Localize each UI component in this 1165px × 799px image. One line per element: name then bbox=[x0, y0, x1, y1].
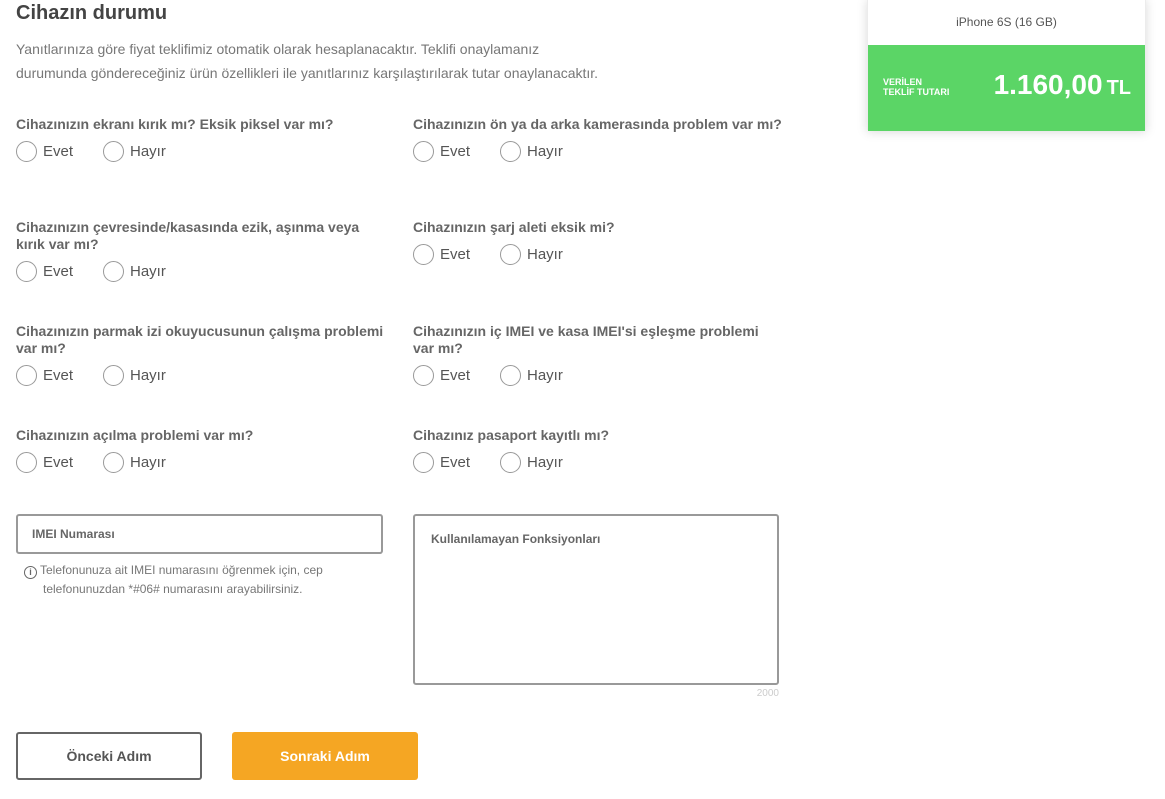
offer-amount-value: 1.160,00 bbox=[993, 69, 1103, 100]
option-label: Hayır bbox=[130, 367, 166, 384]
radio-button[interactable] bbox=[500, 141, 521, 162]
radio-button[interactable] bbox=[103, 452, 124, 473]
option-label: Hayır bbox=[527, 246, 563, 263]
question-power-on-problem bbox=[16, 427, 386, 473]
option-label: Evet bbox=[43, 263, 74, 280]
option-label: Hayır bbox=[527, 143, 563, 160]
question-label: Cihazınızın parmak izi okuyucusunun çalışma problemi var mı? bbox=[16, 323, 384, 356]
radio-button[interactable] bbox=[500, 452, 521, 473]
option-yes[interactable] bbox=[413, 141, 488, 162]
radio-button[interactable] bbox=[500, 365, 521, 386]
option-yes[interactable] bbox=[16, 141, 91, 162]
option-yes[interactable] bbox=[16, 365, 91, 386]
radio-button[interactable] bbox=[16, 452, 37, 473]
option-label: Hayır bbox=[130, 263, 166, 280]
question-label: Cihazınız pasaport kayıtlı mı? bbox=[413, 427, 610, 443]
radio-button[interactable] bbox=[16, 365, 37, 386]
answer-options bbox=[413, 141, 783, 162]
question-label: Cihazınızın açılma problemi var mı? bbox=[16, 427, 254, 443]
imei-hint bbox=[24, 561, 354, 599]
offer-band bbox=[868, 45, 1145, 131]
option-label: Evet bbox=[43, 367, 74, 384]
radio-button[interactable] bbox=[16, 261, 37, 282]
radio-button[interactable] bbox=[413, 141, 434, 162]
option-yes[interactable] bbox=[16, 261, 91, 282]
answer-options bbox=[16, 141, 386, 162]
radio-button[interactable] bbox=[413, 365, 434, 386]
description-line-1: Yanıtlarınıza göre fiyat teklifimiz otomatik olarak hesaplanacaktır. Teklifi onaylamanız bbox=[16, 41, 540, 57]
radio-button[interactable] bbox=[103, 365, 124, 386]
question-label: Cihazınızın iç IMEI ve kasa IMEI'si eşleşme problemi var mı? bbox=[413, 323, 759, 356]
option-no[interactable] bbox=[500, 452, 575, 473]
answer-options bbox=[16, 365, 386, 386]
option-no[interactable] bbox=[500, 244, 575, 265]
option-yes[interactable] bbox=[413, 452, 488, 473]
imei-input[interactable] bbox=[16, 514, 383, 554]
option-label: Evet bbox=[440, 367, 471, 384]
answer-options bbox=[413, 365, 783, 386]
option-no[interactable] bbox=[103, 261, 178, 282]
answer-options bbox=[413, 452, 783, 473]
option-yes[interactable] bbox=[413, 365, 488, 386]
offer-label bbox=[883, 77, 949, 97]
option-yes[interactable] bbox=[16, 452, 91, 473]
question-label: Cihazınızın ekranı kırık mı? Eksik piksel var mı? bbox=[16, 116, 334, 132]
option-no[interactable] bbox=[103, 452, 178, 473]
answer-options bbox=[16, 452, 386, 473]
radio-button[interactable] bbox=[413, 244, 434, 265]
device-name: iPhone 6S (16 GB) bbox=[956, 15, 1057, 29]
question-screen-broken bbox=[16, 116, 386, 162]
option-label: Hayır bbox=[130, 454, 166, 471]
answer-options bbox=[16, 261, 386, 282]
radio-button[interactable] bbox=[500, 244, 521, 265]
radio-button[interactable] bbox=[103, 261, 124, 282]
option-label: Evet bbox=[43, 454, 74, 471]
question-imei-mismatch bbox=[413, 323, 783, 386]
offer-summary-card bbox=[867, 0, 1146, 130]
question-body-damage bbox=[16, 219, 386, 282]
offer-currency: TL bbox=[1106, 77, 1131, 99]
question-charger-missing bbox=[413, 219, 783, 265]
option-label: Hayır bbox=[130, 143, 166, 160]
option-no[interactable] bbox=[103, 141, 178, 162]
offer-label-line-1: VERİLEN bbox=[883, 77, 923, 87]
page-description bbox=[16, 37, 676, 85]
option-no[interactable] bbox=[500, 141, 575, 162]
page-title: Cihazın durumu bbox=[16, 2, 168, 24]
option-label: Evet bbox=[440, 246, 471, 263]
question-label: Cihazınızın şarj aleti eksik mi? bbox=[413, 219, 615, 235]
question-passport-registered bbox=[413, 427, 783, 473]
info-icon: i bbox=[24, 566, 37, 579]
option-yes[interactable] bbox=[413, 244, 488, 265]
char-counter: 2000 bbox=[756, 688, 779, 699]
radio-button[interactable] bbox=[103, 141, 124, 162]
offer-amount bbox=[994, 69, 1131, 104]
next-step-button[interactable]: Sonraki Adım bbox=[232, 732, 418, 780]
option-no[interactable] bbox=[500, 365, 575, 386]
option-label: Hayır bbox=[527, 454, 563, 471]
radio-button[interactable] bbox=[413, 452, 434, 473]
option-label: Evet bbox=[43, 143, 74, 160]
answer-options bbox=[413, 244, 783, 265]
question-camera-problem bbox=[413, 116, 783, 162]
radio-button[interactable] bbox=[16, 141, 37, 162]
unusable-functions-textarea[interactable] bbox=[413, 514, 779, 685]
question-label: Cihazınızın çevresinde/kasasında ezik, aşınma veya kırık var mı? bbox=[16, 219, 360, 252]
option-label: Evet bbox=[440, 143, 471, 160]
question-fingerprint-problem bbox=[16, 323, 386, 386]
imei-hint-line-2: telefonunuzdan *#06# numarasını arayabilirsiniz. bbox=[43, 582, 303, 596]
option-label: Evet bbox=[440, 454, 471, 471]
offer-label-line-2: TEKLİF TUTARI bbox=[883, 87, 950, 97]
imei-hint-line-1: Telefonunuza ait IMEI numarasını öğrenmek için, cep bbox=[40, 563, 323, 577]
option-label: Hayır bbox=[527, 367, 563, 384]
previous-step-button[interactable]: Önceki Adım bbox=[16, 732, 202, 780]
description-line-2: durumunda göndereceğiniz ürün özellikleri ile yanıtlarınız karşılaştırılarak tutar onaylanacaktır. bbox=[16, 65, 599, 81]
question-label: Cihazınızın ön ya da arka kamerasında problem var mı? bbox=[413, 116, 782, 132]
option-no[interactable] bbox=[103, 365, 178, 386]
